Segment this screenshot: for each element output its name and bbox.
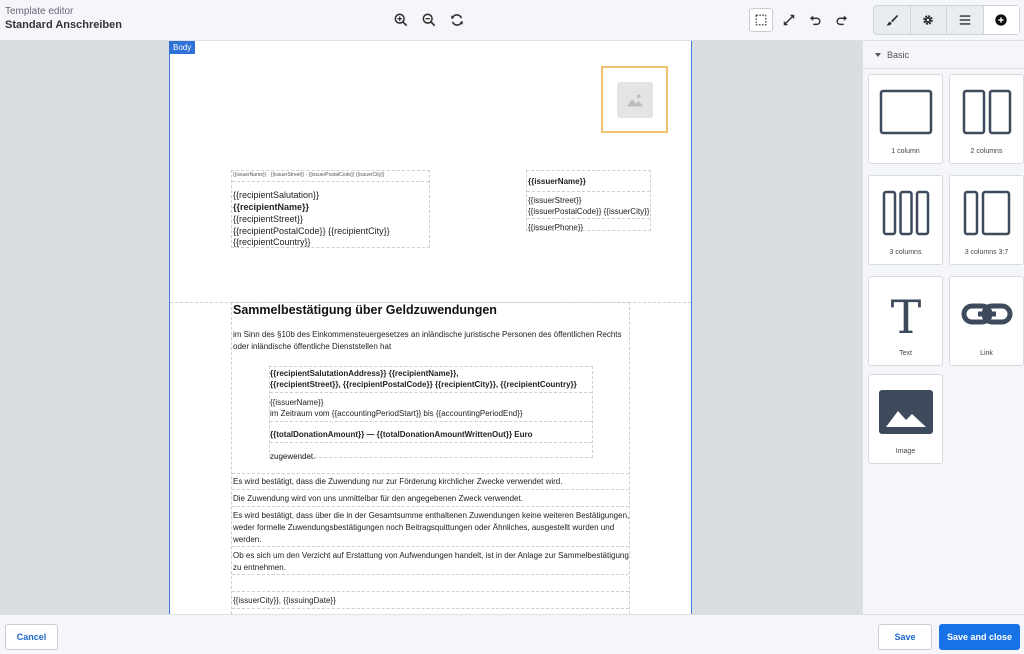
block-two-columns[interactable] — [949, 74, 1024, 164]
template-page[interactable] — [169, 41, 692, 614]
issuer-divider — [527, 191, 650, 192]
block-label: 1 column — [891, 148, 920, 155]
block-text[interactable] — [868, 276, 943, 366]
brush-icon — [885, 13, 899, 27]
paragraph-1: Es wird bestätigt, dass die Zuwendung nur zur Förderung kirchlicher Zwecke verwendet wird. — [233, 477, 563, 486]
recipient-name: {{recipientName}} — [233, 202, 310, 212]
para-divider-2 — [232, 489, 629, 490]
intro-line-2: oder inländische öffentliche Dienststellen hat — [233, 342, 392, 351]
one-column-icon — [879, 89, 933, 135]
block-link[interactable] — [949, 276, 1024, 366]
panel-tabs — [873, 5, 1020, 35]
redo-icon — [835, 13, 849, 27]
sender-line: {{issuerName}} · {{issuerStreet}} · {{issuerPostalCode}} {{issuerCity}} — [233, 172, 385, 178]
recipient-country: {{recipientCountry}} — [233, 237, 311, 247]
expand-icon — [782, 13, 796, 27]
content-block[interactable] — [231, 302, 630, 614]
box-divider-1 — [270, 392, 592, 393]
issuer-divider-2 — [527, 218, 650, 219]
box-recipient-line: {{recipientSalutationAddress}} {{recipientName}}, — [270, 369, 459, 378]
template-name: Standard Anschreiben — [5, 19, 122, 31]
block-one-column[interactable] — [868, 74, 943, 164]
recipient-postal-city: {{recipientPostalCode}} {{recipientCity}} — [233, 226, 390, 236]
address-divider — [232, 181, 429, 182]
issuer-postal-city: {{issuerPostalCode}} {{issuerCity}} — [528, 207, 650, 216]
tab-add-blocks[interactable] — [984, 6, 1020, 34]
zoom-in-icon — [394, 13, 408, 27]
image-icon — [878, 389, 934, 435]
box-divider-3 — [270, 442, 592, 443]
place-date-line: {{issuerCity}}, {{issuingDate}} — [233, 596, 336, 605]
block-label: Image — [895, 448, 916, 455]
cancel-button[interactable]: Cancel — [5, 624, 58, 650]
para-divider-7 — [232, 608, 629, 609]
two-columns-icon — [960, 89, 1014, 135]
editor-canvas[interactable] — [0, 41, 862, 614]
tab-layers[interactable] — [947, 6, 984, 34]
columns-3-7-icon — [960, 190, 1014, 236]
link-icon — [960, 291, 1014, 337]
sidebar-separator — [863, 68, 1024, 69]
recipient-street: {{recipientStreet}} — [233, 214, 304, 224]
issuer-street: {{issuerStreet}} — [528, 196, 582, 205]
issuer-phone: {{issuerPhone}} — [528, 223, 584, 232]
redo-button[interactable] — [831, 9, 853, 31]
para-divider-4 — [232, 546, 629, 547]
header — [0, 0, 1024, 41]
body-badge: Body — [169, 41, 195, 54]
block-image[interactable] — [868, 374, 943, 464]
plus-circle-icon — [994, 13, 1008, 27]
block-three-columns[interactable] — [868, 175, 943, 265]
donation-details-box[interactable] — [269, 366, 593, 461]
footer-bar — [0, 614, 1024, 654]
recipient-address-block[interactable] — [231, 170, 430, 248]
menu-lines-icon — [958, 13, 972, 27]
select-frame-button[interactable] — [749, 8, 773, 32]
undo-icon — [808, 13, 822, 27]
save-button[interactable]: Save — [878, 624, 932, 650]
header-title-group — [5, 6, 122, 32]
image-placeholder-icon — [617, 82, 653, 118]
refresh-icon — [450, 13, 464, 27]
recipient-salutation: {{recipientSalutation}} — [233, 190, 320, 200]
zoom-out-icon — [422, 13, 436, 27]
box-closing-line: zugewendet. — [270, 452, 316, 461]
para-divider-3 — [232, 506, 629, 507]
fullscreen-button[interactable] — [778, 9, 800, 31]
paragraph-4-line-2: zu entnehmen. — [233, 563, 286, 572]
save-and-close-button[interactable]: Save and close — [939, 624, 1020, 650]
paragraph-2: Die Zuwendung wird von uns unmittelbar für den angegebenen Zweck verwendet. — [233, 494, 523, 503]
block-three-seven-columns[interactable] — [949, 175, 1024, 265]
letter-heading: Sammelbestätigung über Geldzuwendungen — [233, 303, 497, 317]
block-label: Link — [980, 350, 993, 357]
text-icon — [879, 291, 933, 337]
block-label: 3 columns 3:7 — [964, 249, 1009, 256]
intro-line-1: im Sinn des §10b des Einkommensteuergesetzes an inländische juristische Personen des öffentlichen Rechts — [233, 330, 622, 339]
three-columns-icon — [879, 190, 933, 236]
para-divider-6 — [232, 591, 629, 592]
paragraph-3-line-3: werden. — [233, 535, 262, 544]
section-label: Basic — [887, 50, 910, 60]
paragraph-3-line-2: weder formelle Zuwendungsbestätigungen noch Beitragsquittungen oder Ähnliches, ausgestellt wurden und — [233, 523, 615, 532]
para-divider-5 — [232, 574, 629, 575]
block-label: 3 columns — [889, 249, 922, 256]
box-amount-line: {{totalDonationAmount}} — {{totalDonationAmountWrittenOut}} Euro — [270, 430, 533, 439]
paragraph-3-line-1: Es wird bestätigt, dass über die in der Gesamtsumme enthaltenen Zuwendungen keine weiteren Bestätigungen, — [233, 511, 630, 520]
gear-icon — [921, 13, 935, 27]
tab-settings[interactable] — [911, 6, 948, 34]
box-divider-2 — [270, 421, 592, 422]
blocks-sidebar — [862, 41, 1024, 614]
svg-text:T: T — [890, 291, 921, 337]
box-period-line: im Zeitraum vom {{accountingPeriodStart}} bis {{accountingPeriodEnd}} — [270, 409, 523, 418]
zoom-in-button[interactable] — [390, 9, 412, 31]
undo-button[interactable] — [804, 9, 826, 31]
zoom-out-button[interactable] — [418, 9, 440, 31]
basic-section-header[interactable] — [875, 50, 909, 60]
block-label: Text — [899, 350, 912, 357]
block-label: 2 columns — [970, 148, 1003, 155]
logo-image-placeholder[interactable] — [601, 66, 668, 133]
collapse-triangle-icon — [875, 53, 881, 57]
box-address-line: {{recipientStreet}}, {{recipientPostalCode}} {{recipientCity}}, {{recipientCountry}} — [270, 380, 577, 389]
issuer-info-block[interactable] — [526, 170, 651, 231]
paragraph-4-line-1: Ob es sich um den Verzicht auf Erstattung von Aufwendungen handelt, ist in der Anlage zur Sammelbestätigung — [233, 551, 629, 560]
header-subtitle: Template editor — [5, 6, 74, 17]
select-frame-icon — [754, 13, 768, 27]
para-divider-1 — [232, 473, 629, 474]
reset-zoom-button[interactable] — [446, 9, 468, 31]
issuer-name: {{issuerName}} — [528, 177, 586, 186]
box-issuer-line: {{issuerName}} — [270, 398, 324, 407]
tab-style[interactable] — [874, 6, 911, 34]
